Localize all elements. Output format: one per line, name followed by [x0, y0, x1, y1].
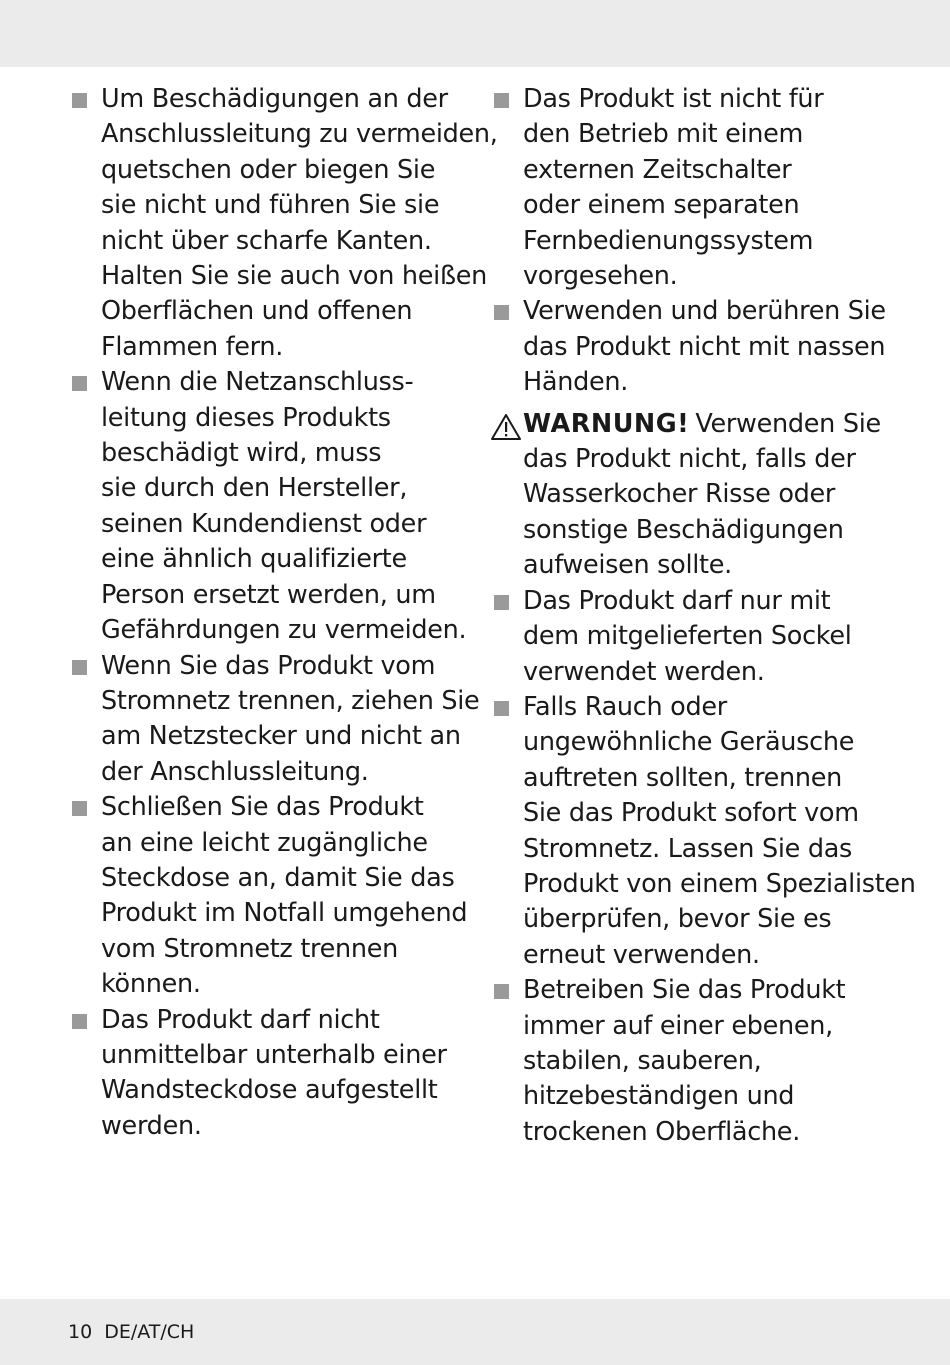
bullet-item [494, 294, 914, 400]
text-line: der Anschlussleitung. [101, 756, 369, 787]
square-bullet-icon [494, 93, 509, 108]
warning-text-start: Verwenden [695, 408, 835, 439]
text-line: Produkt von einem Spezialisten [523, 868, 916, 899]
square-bullet-icon [72, 93, 87, 108]
text-line: Verwenden und berühren Sie [523, 296, 886, 327]
text-line: verwendet werden. [523, 656, 765, 687]
text-line: Gefährdungen zu vermeiden. [101, 615, 467, 646]
bullet-item [72, 790, 472, 1002]
square-bullet-icon [72, 1014, 87, 1029]
text-line: immer auf einer ebenen, [523, 1010, 833, 1041]
square-bullet-icon [494, 701, 509, 716]
right-column [494, 82, 914, 1150]
text-line: Falls Rauch oder [523, 691, 727, 722]
text-line: werden. [101, 1110, 202, 1141]
text-line: Steckdose an, damit Sie das [101, 862, 455, 893]
text-line: oder einem separaten [523, 190, 800, 221]
text-line: Schließen Sie das Produkt [101, 792, 424, 823]
text-line: dem mitgelieferten Sockel [523, 621, 852, 652]
text-line: sie nicht und führen Sie sie [101, 190, 440, 221]
bullet-item [72, 365, 472, 648]
square-bullet-icon [494, 305, 509, 320]
warning-block [494, 407, 914, 584]
text-line: auftreten sollten, trennen [523, 762, 842, 793]
bullet-item [494, 973, 914, 1150]
text-line: Anschlussleitung zu vermeiden, [101, 119, 498, 150]
text-line: Das Produkt darf nur mit [523, 585, 831, 616]
text-line: überprüfen, bevor Sie es [523, 904, 832, 935]
header-band [0, 0, 950, 67]
bullet-item [72, 82, 498, 365]
text-line: externen Zeitschalter [523, 154, 792, 185]
text-line: leitung dieses Produkts [101, 402, 391, 433]
warning-first-line [523, 409, 835, 439]
text-line: hitzebeständigen und [523, 1081, 795, 1112]
text-line: am Netzstecker und nicht an [101, 721, 461, 752]
text-line: trockenen Oberfläche. [523, 1116, 801, 1147]
text-line: Betreiben Sie das Produkt [523, 975, 846, 1006]
bullet-item [494, 690, 914, 973]
page-number: 10 [68, 1321, 93, 1343]
square-bullet-icon [72, 660, 87, 675]
text-line: Sie das Produkt nicht, falls [523, 408, 881, 475]
text-line: aufweisen sollte. [523, 550, 732, 581]
text-line: ungewöhnliche Geräusche [523, 727, 855, 758]
bullet-item [494, 584, 914, 690]
square-bullet-icon [494, 984, 509, 999]
left-column [72, 82, 498, 1144]
text-line: sie durch den Hersteller, [101, 473, 408, 504]
region-label: DE/AT/CH [104, 1321, 195, 1343]
text-line: Wenn Sie das Produkt vom [101, 650, 436, 681]
text-line: vom Stromnetz trennen [101, 933, 399, 964]
text-line: Wandsteckdose aufgestellt [101, 1075, 438, 1106]
text-line: Flammen fern. [101, 331, 284, 362]
warning-triangle-icon [490, 413, 522, 441]
text-line: unmittelbar unterhalb einer [101, 1039, 447, 1070]
square-bullet-icon [494, 595, 509, 610]
text-line: Wenn die Netzanschluss- [101, 367, 414, 398]
page-footer [68, 1320, 194, 1344]
bullet-item [72, 1003, 472, 1145]
text-line: der Wasserkocher Risse oder [523, 444, 856, 510]
text-line: Händen. [523, 367, 629, 398]
text-line: sonstige Beschädigungen [523, 514, 844, 545]
text-line: den Betrieb mit einem [523, 119, 804, 150]
text-line: Stromnetz. Lassen Sie das [523, 833, 853, 864]
warning-label: WARNUNG! [523, 408, 690, 439]
text-line: Das Produkt darf nicht [101, 1004, 380, 1035]
bullet-item [72, 649, 480, 791]
text-line: Sie das Produkt sofort vom [523, 798, 859, 829]
text-line: seinen Kundendienst oder [101, 508, 427, 539]
text-line: Fernbedienungssystem [523, 225, 814, 256]
text-line: Um Beschädigungen an der [101, 84, 448, 114]
text-line: Das Produkt ist nicht für [523, 84, 824, 114]
text-line: quetschen oder biegen Sie [101, 154, 436, 185]
square-bullet-icon [72, 801, 87, 816]
text-line: Oberflächen und offenen [101, 296, 413, 327]
text-line: Halten Sie sie auch von heißen [101, 261, 487, 292]
text-line: erneut verwenden. [523, 939, 760, 970]
text-line: Stromnetz trennen, ziehen Sie [101, 685, 480, 716]
text-line: an eine leicht zugängliche [101, 827, 428, 858]
bullet-item [494, 82, 914, 294]
text-line: das Produkt nicht mit nassen [523, 331, 886, 362]
text-line: stabilen, sauberen, [523, 1045, 762, 1076]
text-line: Produkt im Notfall umgehend [101, 898, 468, 929]
text-line: beschädigt wird, muss [101, 438, 382, 469]
text-line: nicht über scharfe Kanten. [101, 225, 432, 256]
text-line: Person ersetzt werden, um [101, 579, 436, 610]
text-line: eine ähnlich qualifizierte [101, 544, 407, 575]
square-bullet-icon [72, 376, 87, 391]
text-line: vorgesehen. [523, 261, 678, 292]
text-line: können. [101, 969, 201, 1000]
